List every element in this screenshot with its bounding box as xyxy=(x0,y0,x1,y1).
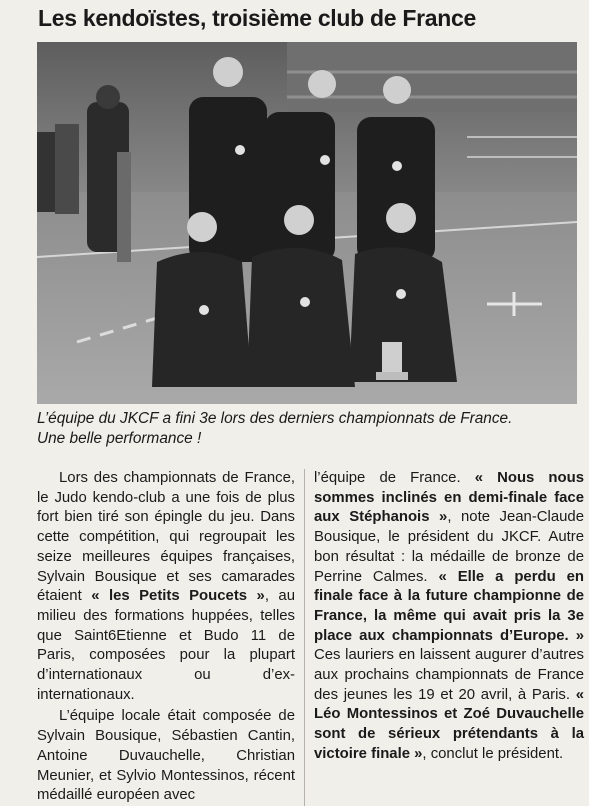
paragraph-2: L’équipe locale était composée de Sylvain Bousique, Sébastien Cantin, Antoine Duvauchelle, Christian Meunier, et Sylvio Montessinos, récent médaillé européen avec xyxy=(37,708,295,804)
quote-pretendants: « Léo Montessinos et Zoé Duvauchelle sont de sérieux prétendants à la victoire finale » xyxy=(314,686,584,762)
paragraph-3-text-1: l’équipe de France. xyxy=(314,470,475,486)
paragraph-3-text-4: , conclut le président. xyxy=(422,745,564,762)
article-headline: Les kendoïstes, troisième club de France xyxy=(38,5,476,31)
photo-caption xyxy=(37,409,582,449)
column-divider xyxy=(304,469,305,806)
paragraph-1 xyxy=(37,469,295,705)
paragraph-3 xyxy=(314,469,584,765)
petits-poucets-quote: « les Petits Poucets » xyxy=(91,588,265,605)
paragraph-3-text-2: , note Jean-Claude Bousique, le président du JKCF. Autre bon résultat : la médaille de bronze de Perrine Calmes. xyxy=(314,509,584,585)
paragraph-3-text-3: Ces lauriers en laissent augurer d’autres aux prochains championnats de France des jeunes les 19 et 20 avril, à Paris. xyxy=(314,647,584,703)
paragraph-1-end: , au milieu des formations huppées, telles que Saint6Etienne et Budo 11 de Paris, composées pour la plupart d’internationaux ou d’ex-internationaux. xyxy=(37,588,295,703)
team-photo xyxy=(37,42,577,404)
article-column-left xyxy=(37,469,295,806)
quote-demi-finale: « Nous nous sommes inclinés en demi-finale face aux Stéphanois » xyxy=(314,470,584,526)
quote-finale: « Elle a perdu en finale face à la future championne de France, la même qui avait pris la 3e place aux championnats d’Europe. » xyxy=(314,568,585,644)
caption-line-1: L’équipe du JKCF a fini 3e lors des derniers championnats de France. xyxy=(37,410,513,427)
article-column-right xyxy=(314,469,584,765)
paragraph-1-text: Lors des championnats de France, le Judo kendo-club a une fois de plus fort bien tiré son épingle du jeu. Dans cette compétition, qui regroupait les seize meilleures équipes françaises, Sylvain Bousique et ses camarades étaient xyxy=(37,470,295,605)
caption-line-2: Une belle performance ! xyxy=(37,430,202,447)
